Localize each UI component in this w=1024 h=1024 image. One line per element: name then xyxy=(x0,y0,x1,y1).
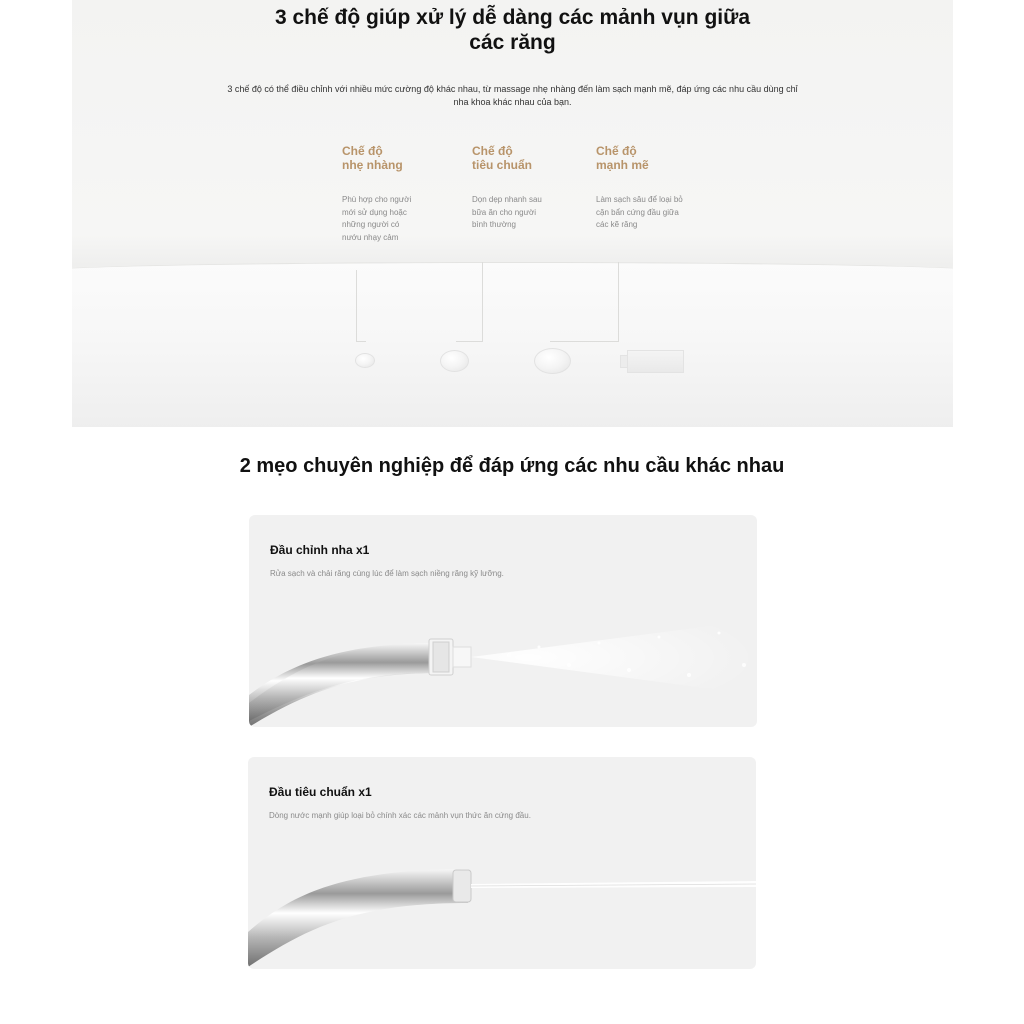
drop-small-icon xyxy=(355,353,375,368)
drop-large-icon xyxy=(534,348,571,374)
mode-name: Chế độ tiêu chuẩn xyxy=(472,144,533,172)
connector-line xyxy=(618,262,619,342)
tip-card-orthodontic xyxy=(249,515,757,727)
mode-strong xyxy=(596,144,706,232)
connector-line xyxy=(456,341,483,342)
mode-text: Dọn dẹp nhanh sau bữa ăn cho người bình thường xyxy=(472,195,542,229)
tip-name: Đầu chỉnh nha x1 xyxy=(270,543,370,557)
nozzle-icon xyxy=(627,350,684,373)
product-surface xyxy=(72,262,953,427)
connector-line xyxy=(356,341,366,342)
mode-name: Chế độ nhẹ nhàng xyxy=(342,144,403,172)
modes-title: 3 chế độ giúp xử lý dễ dàng các mảnh vụn giữa các răng xyxy=(274,6,750,54)
mode-name: Chế độ mạnh mẽ xyxy=(596,144,649,172)
connector-line xyxy=(482,262,483,342)
tips-title: 2 mẹo chuyên nghiệp để đáp ứng các nhu cầu khác nhau xyxy=(239,455,785,477)
mode-text: Phù hợp cho người mới sử dụng hoặc những người có nướu nhạy cảm xyxy=(342,195,412,242)
tip-card-standard xyxy=(248,757,756,969)
connector-line xyxy=(356,270,357,342)
connector-line xyxy=(550,341,619,342)
mode-gentle xyxy=(342,144,452,244)
modes-description: 3 chế độ có thể điều chỉnh với nhiều mức cường độ khác nhau, từ massage nhẹ nhàng đến làm sạch mạnh mẽ, đáp ứng các nhu cầu dùng chỉ nha khoa khác nhau của bạn. xyxy=(227,84,798,107)
mode-text: Làm sạch sâu để loại bỏ cặn bẩn cứng đầu giữa các kẽ răng xyxy=(596,195,683,229)
drop-medium-icon xyxy=(440,350,469,372)
tip-description: Dòng nước mạnh giúp loại bỏ chính xác các mảnh vụn thức ăn cứng đầu. xyxy=(269,811,531,820)
mode-standard xyxy=(472,144,582,232)
modes-section xyxy=(72,0,953,427)
tip-name: Đầu tiêu chuẩn x1 xyxy=(269,785,372,799)
tip-description: Rửa sạch và chải răng cùng lúc để làm sạch niềng răng kỹ lưỡng. xyxy=(270,569,504,578)
